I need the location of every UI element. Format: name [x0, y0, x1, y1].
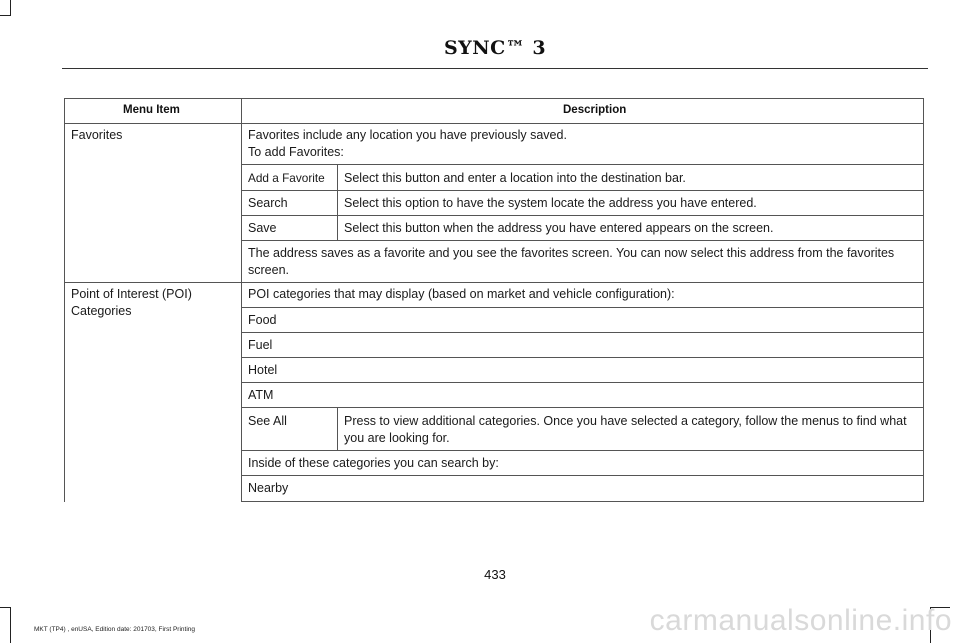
see-all-divider: [337, 407, 338, 450]
see-all-text: Press to view additional categories. Once you have selected a category, follow the menus to find what you are looking for.: [344, 414, 907, 445]
fav-step-divider: [242, 190, 924, 191]
crop-mark-top-left-v: [10, 0, 11, 16]
table-left-border: [64, 98, 65, 502]
page-number: 433: [484, 567, 506, 582]
crop-mark-bottom-left-v: [10, 607, 11, 643]
poi-row-divider: [242, 407, 924, 408]
poi-row-divider: [242, 475, 924, 476]
fav-step-text: Select this option to have the system locate the address you have entered.: [344, 196, 757, 210]
header-rule: [62, 68, 928, 69]
poi-category: Hotel: [248, 363, 278, 377]
column-divider: [241, 98, 242, 502]
fav-step-text: Select this button when the address you have entered appears on the screen.: [344, 221, 774, 235]
poi-search-by: Inside of these categories you can search by:: [248, 456, 499, 470]
favorites-menu-item: Favorites: [71, 128, 123, 142]
poi-row-divider: [242, 357, 924, 358]
table-right-border: [923, 98, 924, 502]
poi-row-divider: [242, 332, 924, 333]
fav-step-text: Select this button and enter a location into the destination bar.: [344, 171, 686, 185]
poi-category: ATM: [248, 388, 274, 402]
poi-row-divider: [242, 382, 924, 383]
poi-intro: POI categories that may display (based on market and vehicle configuration):: [248, 287, 675, 301]
fav-steps-divider: [337, 164, 338, 241]
favorites-outro: The address saves as a favorite and you see the favorites screen. You can now select this address from the favorites screen.: [248, 246, 895, 277]
poi-category: Fuel: [248, 338, 273, 352]
fav-step-label: Search: [248, 196, 288, 210]
poi-nearby: Nearby: [248, 481, 289, 495]
table-header-bottom: [64, 123, 924, 124]
table-bottom-border: [242, 501, 924, 502]
poi-category: Food: [248, 313, 277, 327]
crop-mark-top-left-h: [0, 15, 11, 16]
fav-step-top: [242, 164, 924, 165]
poi-row-divider: [242, 307, 924, 308]
fav-step-divider: [242, 215, 924, 216]
fav-step-divider: [242, 240, 924, 241]
fav-step-label: Save: [248, 221, 277, 235]
header-description: Description: [563, 104, 627, 116]
fav-step-label: Add a Favorite: [248, 171, 325, 185]
footer-edition: MKT (TP4) , enUSA, Edition date: 201703, First Printing: [34, 626, 196, 633]
section-divider: [64, 282, 924, 283]
menu-table: [64, 98, 924, 502]
watermark-text: carmanualsonline.info: [649, 604, 952, 637]
table-top-border: [64, 98, 924, 99]
page-header-title: SYNC™ 3: [443, 37, 547, 59]
see-all-label: See All: [248, 414, 287, 428]
favorites-intro-1: Favorites include any location you have previously saved.: [248, 128, 567, 142]
header-menu-item: Menu Item: [123, 104, 180, 116]
favorites-intro-2: To add Favorites:: [248, 145, 344, 159]
crop-mark-bottom-left-h: [0, 607, 11, 608]
poi-menu-item: Point of Interest (POI) Categories: [71, 287, 192, 318]
poi-row-divider: [242, 450, 924, 451]
